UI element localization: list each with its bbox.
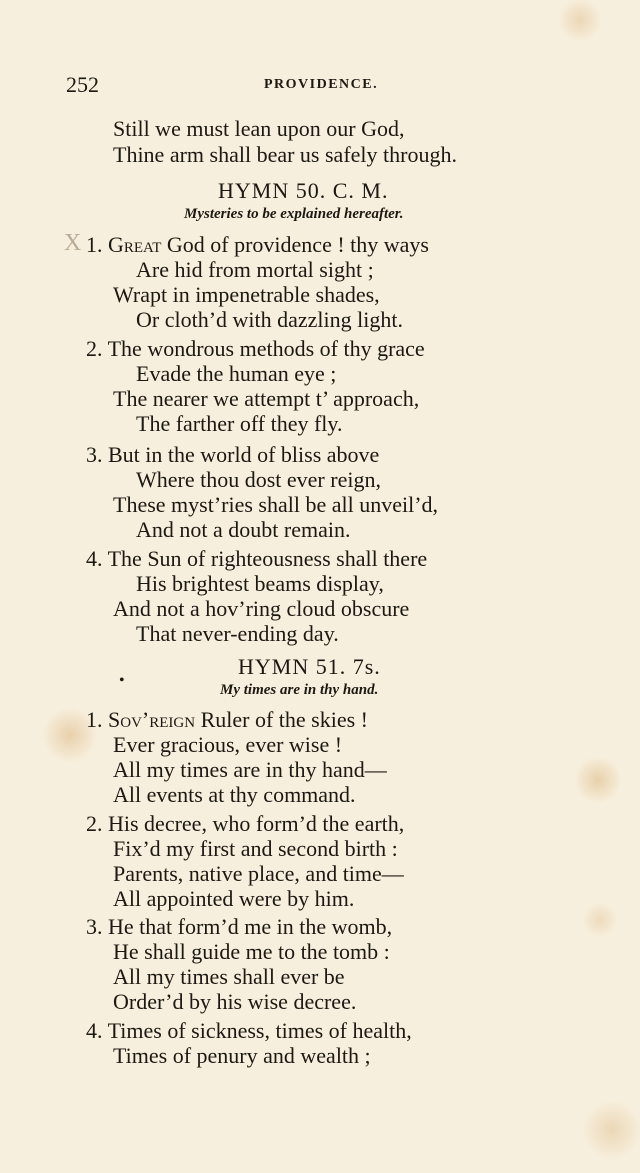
verse-number: 4.: [86, 546, 103, 571]
hymn-51-verse-1-line-2: Ever gracious, ever wise !: [113, 732, 343, 757]
hymn-50-verse-4-line-3: And not a hov’ring cloud obscure: [113, 596, 410, 621]
hymn-51-verse-1-line-3: All my times are in thy hand—: [113, 757, 387, 782]
hymn-50-verse-4-line-4: That never-ending day.: [136, 621, 339, 646]
hymn-50-subtitle: Mysteries to be explained hereafter.: [184, 206, 404, 222]
hymn-51-verse-1-line-1: [86, 707, 368, 732]
line-text: Ruler of the skies !: [195, 707, 368, 732]
verse-number: 1.: [86, 232, 103, 257]
verse-number: 2.: [86, 336, 103, 361]
hymn-51-verse-2-line-4: All appointed were by him.: [113, 886, 355, 911]
verse-number: 3.: [86, 914, 103, 939]
verse-number: 2.: [86, 811, 103, 836]
hymn-50-verse-1-line-3: Wrapt in impenetrable shades,: [113, 282, 380, 307]
hymn-51-verse-2-line-2: Fix’d my first and second birth :: [113, 836, 398, 861]
hymn-51-title: HYMN 51. 7s.: [238, 654, 381, 679]
hymn-50-verse-3-line-4: And not a doubt remain.: [136, 517, 351, 542]
hymn-51-subtitle: My times are in thy hand.: [220, 682, 379, 698]
hymn-51-verse-3-line-1: [86, 914, 392, 939]
hymn-50-verse-3-line-1: [86, 442, 379, 467]
verse-number: 3.: [86, 442, 103, 467]
hymn-50-verse-2-line-4: The farther off they fly.: [136, 411, 343, 436]
hymn-50-verse-4-line-1: [86, 546, 427, 571]
hymn-51-verse-1-line-4: All events at thy command.: [113, 782, 356, 807]
first-word: Sov’reign: [108, 707, 196, 732]
line-text: Times of sickness, times of health,: [107, 1018, 412, 1043]
hymn-51-verse-3-line-3: All my times shall ever be: [113, 964, 345, 989]
hymn-50-verse-2-line-3: The nearer we attempt t’ approach,: [113, 386, 420, 411]
hymn-50-verse-3-line-3: These myst’ries shall be all unveil’d,: [113, 492, 439, 517]
hymn-50-verse-2-line-1: [86, 336, 425, 361]
hymn-51-verse-2-line-3: Parents, native place, and time—: [113, 861, 404, 886]
verse-number: 1.: [86, 707, 103, 732]
verse-number: 4.: [86, 1018, 103, 1043]
carryover-line-2: Thine arm shall bear us safely through.: [113, 142, 457, 167]
margin-mark: X: [64, 230, 82, 256]
carryover-line-1: Still we must lean upon our God,: [113, 116, 405, 141]
hymn-51-verse-4-line-1: [86, 1018, 412, 1043]
hymn-51-verse-4-line-2: Times of penury and wealth ;: [113, 1043, 371, 1068]
hymn-50-verse-3-line-2: Where thou dost ever reign,: [136, 467, 381, 492]
hymn-50-verse-1-line-4: Or cloth’d with dazzling light.: [136, 307, 403, 332]
line-text: God of providence ! thy ways: [161, 232, 429, 257]
line-text: The Sun of righteousness shall there: [107, 546, 428, 571]
hymn-50-verse-1-line-1: [86, 232, 429, 257]
line-text: His decree, who form’d the earth,: [108, 811, 405, 836]
hymn-50-verse-1-line-2: Are hid from mortal sight ;: [136, 257, 374, 282]
hymn-51-verse-3-line-2: He shall guide me to the tomb :: [113, 939, 390, 964]
hymn-51-verse-3-line-4: Order’d by his wise decree.: [113, 989, 357, 1014]
hymn-50-verse-2-line-2: Evade the human eye ;: [136, 361, 337, 386]
hymn-51-verse-2-line-1: [86, 811, 404, 836]
stray-mark: •: [119, 672, 125, 689]
hymn-50-title: HYMN 50. C. M.: [218, 178, 389, 203]
running-head: PROVIDENCE.: [264, 77, 379, 92]
page-number: 252: [66, 72, 99, 97]
hymn-50-verse-4-line-2: His brightest beams display,: [136, 571, 384, 596]
line-text: The wondrous methods of thy grace: [107, 336, 425, 361]
first-word: Great: [108, 232, 162, 257]
line-text: He that form’d me in the womb,: [108, 914, 393, 939]
line-text: But in the world of bliss above: [108, 442, 380, 467]
